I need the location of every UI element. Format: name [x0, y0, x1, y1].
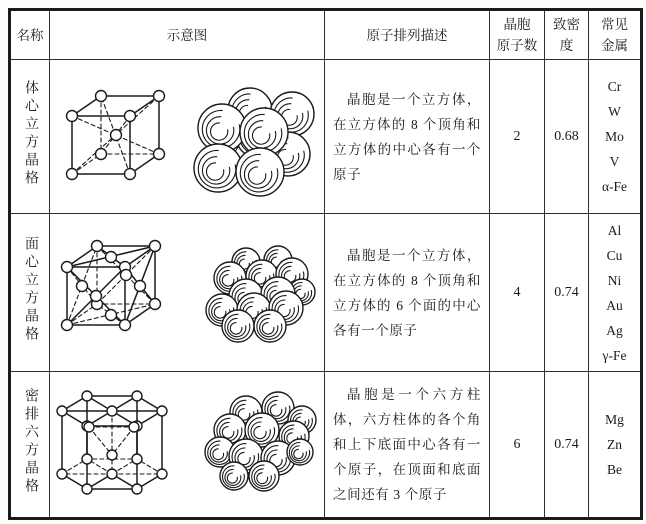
header-packing-density: [545, 10, 589, 60]
header-packing-density-line2: 度: [559, 38, 574, 53]
header-unit-cell-atoms-line2: 原子数: [496, 38, 538, 53]
metal-item: W: [608, 104, 621, 119]
metal-item: Cr: [607, 79, 622, 94]
schematic-cell: [50, 214, 325, 372]
lattice-name-cell: [10, 372, 50, 519]
metal-item: γ-Fe: [602, 347, 627, 363]
packing-density: 0.68: [554, 128, 579, 144]
crystal-lattice-table: [8, 8, 643, 520]
packing-density: 0.74: [554, 436, 579, 452]
crystal-lattice-table-wrap: [8, 8, 643, 520]
schematic-cell: [50, 372, 325, 519]
metal-item: Mg: [605, 412, 624, 427]
header-description: [325, 10, 490, 60]
lattice-name: 体心立方晶格: [23, 80, 38, 188]
packing-density: 0.74: [554, 284, 579, 300]
hcp-sphere-packing-icon: [205, 392, 316, 491]
header-common-metals: [589, 10, 642, 60]
description-cell: [325, 214, 490, 372]
packing-density-cell: [545, 372, 589, 519]
metal-item: Au: [606, 297, 623, 313]
common-metals-cell: [589, 60, 642, 214]
metal-item: Zn: [607, 437, 622, 452]
description-cell: [325, 372, 490, 519]
atom-count-cell: [490, 372, 545, 519]
table-row-bcc: [10, 60, 642, 214]
atom-count: 6: [513, 436, 521, 452]
atom-arrangement-description: 晶胞是一个立方体，在立方体的 8 个顶角和立方体的中心各有一个原子: [333, 91, 481, 182]
metal-item: V: [609, 154, 620, 169]
header-name-label: 名称: [16, 27, 44, 43]
fcc-schematic-diagram: [50, 214, 323, 371]
packing-density-cell: [545, 214, 589, 372]
header-description-label: 原子排列描述: [366, 27, 448, 43]
table-row-fcc: [10, 214, 642, 372]
atom-count: 2: [513, 128, 521, 144]
header-packing-density-line1: 致密: [553, 17, 580, 32]
header-unit-cell-atoms: [490, 10, 545, 60]
packing-density-cell: [545, 60, 589, 214]
hcp-schematic-diagram: [50, 372, 323, 517]
lattice-name-cell: [10, 214, 50, 372]
atom-arrangement-description: 晶胞是一个六方柱体，六方柱体的各个角和上下底面中心各有一个原子，在顶面和底面之间还有 3 个原子: [333, 387, 481, 502]
header-schematic-label: 示意图: [166, 27, 208, 43]
bcc-sphere-packing-icon: [194, 88, 314, 196]
atom-count-cell: [490, 214, 545, 372]
header-schematic: [50, 10, 325, 60]
bcc-schematic-diagram: [50, 60, 323, 213]
atom-arrangement-description: 晶胞是一个立方体，在立方体的 8 个顶角和立方体的 6 个面的中心各有一个原子: [333, 247, 481, 338]
header-row: [10, 10, 642, 60]
fcc-sphere-packing-icon: [206, 246, 315, 342]
metal-item: Ag: [606, 322, 623, 338]
metal-item: Cu: [606, 247, 623, 263]
header-name: [10, 10, 50, 60]
lattice-name-cell: [10, 60, 50, 214]
metal-item: Al: [607, 222, 622, 238]
fcc-atoms: [62, 241, 161, 331]
description-cell: [325, 60, 490, 214]
metal-item: Ni: [607, 272, 622, 288]
metal-item: Mo: [605, 129, 624, 144]
metal-item: α-Fe: [601, 179, 628, 194]
header-common-metals-line1: 常见: [601, 17, 628, 32]
header-common-metals-line2: 金属: [601, 38, 628, 53]
atom-count-cell: [490, 60, 545, 214]
atom-count: 4: [513, 284, 521, 300]
lattice-name: 密排六方晶格: [23, 388, 38, 496]
table-row-hcp: [10, 372, 642, 519]
schematic-cell: [50, 60, 325, 214]
common-metals-cell: [589, 214, 642, 372]
common-metals-cell: [589, 372, 642, 519]
metal-item: Be: [607, 462, 622, 477]
lattice-name: 面心立方晶格: [23, 236, 38, 344]
header-unit-cell-atoms-line1: 晶胞: [503, 17, 531, 32]
